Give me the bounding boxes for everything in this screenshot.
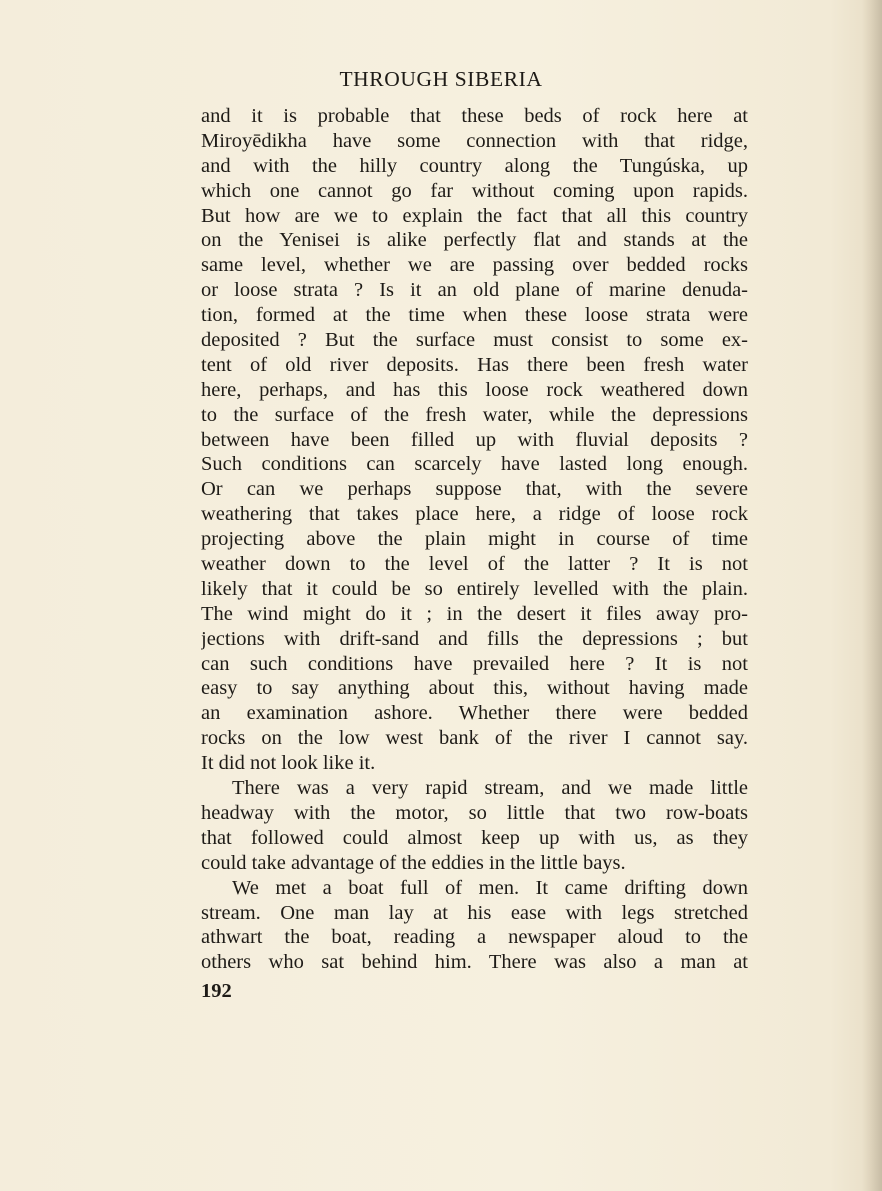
text-line: tent of old river deposits. Has there been fresh water bbox=[201, 353, 748, 376]
text-line: could take advantage of the eddies in the little bays. bbox=[201, 851, 626, 874]
text-line: There was a very rapid stream, and we made little bbox=[232, 777, 748, 800]
text-line: headway with the motor, so little that two row-boats bbox=[201, 801, 748, 824]
text-line: weather down to the level of the latter ? It is not bbox=[201, 553, 748, 576]
text-line: and it is probable that these beds of rock here at bbox=[201, 105, 748, 127]
text-line: projecting above the plain might in course of time bbox=[201, 528, 748, 551]
text-line: which one cannot go far without coming upon rapids. bbox=[201, 179, 748, 202]
text-line: to the surface of the fresh water, while the depressions bbox=[201, 403, 748, 426]
text-line: tion, formed at the time when these loose strata were bbox=[201, 304, 748, 327]
text-line: rocks on the low west bank of the river I cannot say. bbox=[201, 727, 748, 750]
text-line: can such conditions have prevailed here ? It is not bbox=[201, 652, 748, 675]
text-line: Or can we perhaps suppose that, with the severe bbox=[201, 478, 748, 501]
text-line: The wind might do it ; in the desert it files away pro- bbox=[201, 602, 748, 625]
text-line: likely that it could be so entirely levelled with the plain. bbox=[201, 577, 748, 600]
text-line: on the Yenisei is alike perfectly flat and stands at the bbox=[201, 229, 748, 252]
text-line: Miroyēdikha have some connection with that ridge, bbox=[201, 129, 748, 152]
page-number: 192 bbox=[201, 980, 232, 1002]
page-edge-shadow bbox=[862, 0, 882, 1191]
text-line: weathering that takes place here, a ridge of loose rock bbox=[201, 503, 748, 526]
text-line: between have been filled up with fluvial deposits ? bbox=[201, 428, 748, 451]
text-line: same level, whether we are passing over bedded rocks bbox=[201, 254, 748, 277]
text-line: easy to say anything about this, without having made bbox=[201, 677, 748, 700]
text-line: It did not look like it. bbox=[201, 752, 376, 775]
text-line: deposited ? But the surface must consist to some ex- bbox=[201, 329, 748, 352]
text-line: others who sat behind him. There was also a man at bbox=[201, 951, 748, 974]
text-line: here, perhaps, and has this loose rock weathered down bbox=[201, 378, 748, 401]
text-line: or loose strata ? Is it an old plane of marine denuda- bbox=[201, 279, 748, 302]
text-line: an examination ashore. Whether there were bedded bbox=[201, 702, 748, 725]
text-line: We met a boat full of men. It came drifting down bbox=[232, 876, 748, 899]
body-text bbox=[201, 104, 748, 975]
text-line: athwart the boat, reading a newspaper aloud to the bbox=[201, 926, 748, 949]
text-line: But how are we to explain the fact that all this country bbox=[201, 204, 748, 227]
running-head: THROUGH SIBERIA bbox=[339, 67, 543, 91]
text-line: and with the hilly country along the Tungúska, up bbox=[201, 154, 748, 177]
text-line: Such conditions can scarcely have lasted long enough. bbox=[201, 453, 748, 476]
text-line: jections with drift-sand and fills the depressions ; but bbox=[201, 627, 748, 650]
text-line: that followed could almost keep up with us, as they bbox=[201, 826, 748, 849]
text-line: stream. One man lay at his ease with legs stretched bbox=[201, 901, 748, 924]
